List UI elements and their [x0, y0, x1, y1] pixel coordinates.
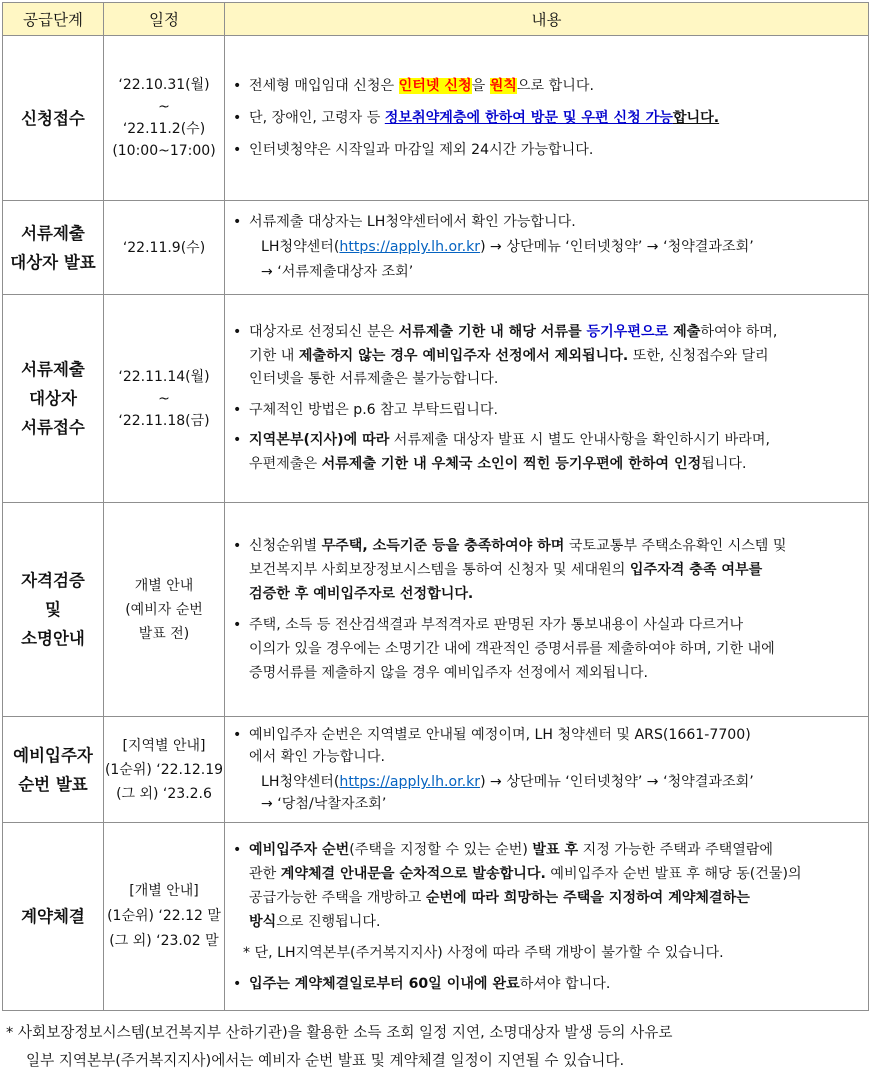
bullet-icon: • [233, 727, 242, 743]
bold-text: 서류제출 기한 내 해당 서류를 [398, 324, 587, 340]
bullet-item [233, 838, 858, 934]
stage-label: 서류제출 [21, 360, 85, 379]
bold-text: 입주는 계약체결일로부터 60일 이내에 완료 [249, 975, 520, 992]
text: 전세형 매입임대 신청은 [249, 77, 399, 94]
text: 공급가능한 주택을 개방하고 [249, 889, 426, 906]
bullet-item [233, 399, 858, 423]
stage-label: 서류제출 [21, 223, 85, 243]
highlight-internet: 인터넷 신청 [398, 77, 472, 94]
bullet-item [233, 210, 858, 235]
bullet-item [233, 534, 858, 606]
text: 됩니다. [701, 455, 747, 472]
date-line: 개별 안내 [134, 577, 194, 594]
date-line: (1순위) ‘22.12 말 [107, 908, 221, 924]
row-qualification [3, 503, 869, 717]
bullet-item [233, 972, 858, 996]
footnote [6, 1019, 868, 1075]
bold-text: 무주택, 소득기준 등을 충족하여야 하며 [321, 538, 565, 554]
date-line: (10:00~17:00) [112, 143, 216, 159]
stage-label: 자격검증 [21, 571, 85, 590]
stage-label: 서류접수 [21, 418, 85, 437]
text-line [233, 771, 858, 793]
bullet-icon: • [233, 141, 242, 158]
stage-cell [3, 823, 104, 1011]
text: 우편제출은 [249, 455, 322, 472]
content-cell [225, 503, 869, 717]
stage-cell [3, 717, 104, 823]
text: ) → 상단메뉴 ‘인터넷청약’ → ‘청약결과조회’ [480, 774, 754, 790]
date-cell [104, 823, 225, 1011]
text: 예비입주자 순번 발표 후 해당 동(건물)의 [545, 865, 802, 882]
text: 지정 가능한 주택과 주택열람에 [578, 841, 774, 858]
header-date: 일정 [104, 3, 225, 36]
text: LH청약센터( [261, 774, 340, 790]
date-line: [개별 안내] [129, 883, 199, 899]
date-cell [104, 717, 225, 823]
text: 또한, 신청접수와 달리 [628, 347, 769, 364]
date-line: (그 외) ‘23.2.6 [116, 785, 212, 802]
date-line: ‘22.11.9(수) [122, 239, 206, 256]
date-line: ~ [158, 390, 170, 407]
stage-label: 계약체결 [21, 907, 85, 926]
header-content: 내용 [225, 3, 869, 36]
bullet-item [233, 138, 858, 163]
bold-text: 계약체결 안내문을 순차적으로 발송합니다. [280, 865, 546, 882]
footnote-line: * 사회보장정보시스템(보건복지부 산하기관)을 활용한 소득 조회 일정 지연, 소명대상자 발생 등의 사유로 [6, 1024, 673, 1041]
text: 대상자로 선정되신 분은 [249, 324, 399, 340]
text: 보건복지부 사회보장정보시스템을 통하여 신청자 및 세대원의 [249, 562, 630, 578]
text: 서류제출 대상자 발표 시 별도 안내사항을 확인하시기 바라며, [389, 432, 771, 448]
text-line: → ‘당첨/낙찰자조회’ [261, 796, 387, 812]
footnote-line: 일부 지역본부(주거복지지사)에서는 예비자 순번 발표 및 계약체결 일정이 지연될 수 있습니다. [26, 1052, 625, 1069]
bold-text: 방식 [249, 913, 277, 930]
content-cell [225, 823, 869, 1011]
row-application [3, 36, 869, 201]
bold-text: 서류제출 기한 내 우체국 소인이 찍힌 등기우편에 한하여 인정 [321, 455, 702, 472]
text: 하여야 하며, [700, 324, 778, 340]
bold-text: 입주자격 충족 여부를 [629, 562, 763, 578]
row-contract [3, 823, 869, 1011]
bold-text: 검증한 후 예비입주자로 선정합니다. [249, 586, 474, 602]
bullet-item [233, 106, 858, 131]
stage-label: 신청접수 [21, 108, 85, 128]
text: 구체적인 방법은 p.6 참고 부탁드립니다. [249, 401, 499, 418]
stage-label: 및 [45, 600, 61, 619]
text: 을 [471, 77, 490, 94]
text: (주택을 지정할 수 있는 순번) [349, 841, 533, 858]
content-cell [225, 201, 869, 295]
stage-cell [3, 503, 104, 717]
lh-link[interactable]: https://apply.lh.or.kr [339, 774, 481, 790]
text: 단, 장애인, 고령자 등 [249, 109, 385, 126]
bullet-icon: • [233, 538, 242, 554]
bullet-item [233, 613, 858, 685]
stage-label: 소명안내 [21, 629, 85, 648]
date-line: (예비자 순번 [125, 601, 203, 618]
stage-cell [3, 201, 104, 295]
bullet-icon: • [233, 617, 242, 633]
date-line: [지역별 안내] [122, 737, 206, 754]
text-line: 예비입주자 순번은 지역별로 안내될 예정이며, LH 청약센터 및 ARS(1661-7700) [249, 727, 751, 743]
text: 국토교통부 주택소유확인 시스템 및 [564, 538, 787, 554]
lh-link[interactable]: https://apply.lh.or.kr [339, 239, 481, 255]
text: 하셔야 합니다. [519, 975, 611, 992]
text: 관한 [249, 865, 281, 882]
bullet-icon: • [233, 432, 242, 448]
date-cell [104, 36, 225, 201]
date-line: ‘22.10.31(월) [118, 77, 210, 93]
date-line: 발표 전) [138, 625, 190, 642]
bullet-icon: • [233, 324, 242, 340]
bullet-icon: • [233, 841, 242, 858]
header-row [3, 3, 869, 36]
stage-cell [3, 36, 104, 201]
stage-cell [3, 295, 104, 503]
bullet-icon: • [233, 975, 242, 992]
text-line [233, 235, 858, 260]
bullet-item [233, 429, 858, 476]
content-cell [225, 717, 869, 823]
text-line: 이의가 있을 경우에는 소명기간 내에 객관적인 증명서류를 제출하여야 하며, 기한 내에 [249, 641, 775, 657]
bullet-item [233, 321, 858, 392]
date-line: (1순위) ‘22.12.19 [104, 761, 224, 778]
bullet-icon: • [233, 401, 242, 418]
date-line: (그 외) ‘23.02 말 [109, 933, 219, 949]
text-line: → ‘서류제출대상자 조회’ [261, 264, 414, 280]
bullet-icon: • [233, 77, 242, 94]
content-cell [225, 36, 869, 201]
emphasis-text: 정보취약계층에 한하여 방문 및 우편 신청 가능 [384, 109, 673, 126]
content-cell [225, 295, 869, 503]
text-line: 주택, 소득 등 전산검색결과 부적격자로 판명된 자가 통보내용이 사실과 다르거나 [249, 617, 744, 633]
emphasis-text: 합니다. [672, 109, 720, 126]
header-stage: 공급단계 [3, 3, 104, 36]
text-line: 인터넷을 통한 서류제출은 불가능합니다. [249, 371, 499, 387]
text: 기한 내 [249, 347, 299, 364]
row-doc-announce [3, 201, 869, 295]
bullet-item [233, 724, 858, 768]
text: 서류제출 대상자는 LH청약센터에서 확인 가능합니다. [249, 214, 576, 230]
date-line: ‘22.11.18(금) [118, 412, 210, 429]
text-line: 에서 확인 가능합니다. [249, 749, 385, 765]
row-waitlist-announce [3, 717, 869, 823]
text: 신청순위별 [249, 538, 322, 554]
bold-text: 제출 [668, 324, 701, 340]
emphasis-text: 등기우편으로 [586, 324, 669, 340]
bullet-item [233, 74, 858, 99]
date-line: ~ [158, 99, 170, 115]
bold-text: 지역본부(지사)에 따라 [249, 432, 390, 448]
bold-text: 순번에 따라 희망하는 주택을 지정하여 계약체결하는 [425, 889, 750, 906]
date-line: ‘22.11.14(월) [118, 368, 210, 385]
text: 인터넷청약은 시작일과 마감일 제외 24시간 가능합니다. [249, 141, 594, 158]
stage-label: 예비입주자 [13, 745, 93, 765]
stage-label: 순번 발표 [18, 774, 88, 794]
text: 으로 합니다. [516, 77, 594, 94]
date-cell [104, 201, 225, 295]
stage-label: 대상자 발표 [10, 252, 96, 272]
date-cell [104, 295, 225, 503]
schedule-table [2, 2, 869, 1011]
date-line: ‘22.11.2(수) [122, 121, 206, 137]
note-line: * 단, LH지역본부(주거복지지사) 사정에 따라 주택 개방이 불가할 수 있습니다. [243, 944, 724, 961]
stage-label: 대상자 [29, 389, 77, 408]
text: ) → 상단메뉴 ‘인터넷청약’ → ‘청약결과조회’ [480, 239, 754, 255]
text: LH청약센터( [261, 239, 340, 255]
text: 으로 진행됩니다. [276, 913, 381, 930]
bold-text: 발표 후 [532, 841, 579, 858]
bold-text: 예비입주자 순번 [249, 841, 350, 858]
highlight-principle: 원칙 [489, 77, 517, 94]
bullet-icon: • [233, 109, 242, 126]
date-cell [104, 503, 225, 717]
text-line: 증명서류를 제출하지 않을 경우 예비입주자 선정에서 제외됩니다. [249, 665, 648, 681]
row-doc-submit [3, 295, 869, 503]
bullet-icon: • [233, 214, 242, 230]
bold-text: 제출하지 않는 경우 예비입주자 선정에서 제외됩니다. [298, 347, 629, 364]
